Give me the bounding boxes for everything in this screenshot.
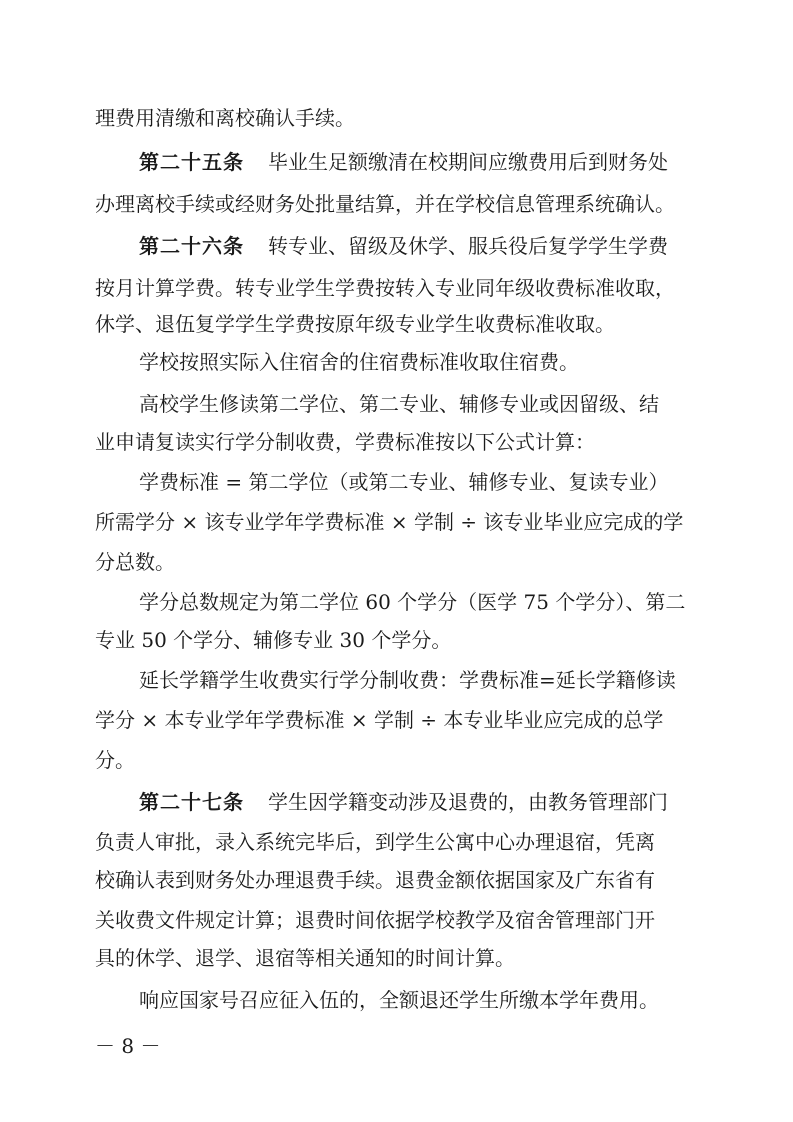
text-line bbox=[139, 988, 659, 1012]
text-line bbox=[95, 748, 135, 772]
text-line bbox=[95, 430, 595, 454]
text-line bbox=[139, 790, 668, 814]
text-line bbox=[139, 150, 668, 174]
line-text: 休学、退伍复学学生学费按原年级专业学生收费标准收取。 bbox=[95, 312, 615, 336]
text-line bbox=[95, 550, 175, 574]
article-label: 第二十七条 bbox=[139, 790, 244, 814]
line-text: 理费用清缴和离校确认手续。 bbox=[95, 106, 355, 130]
text-line bbox=[95, 510, 683, 534]
line-text: 分。 bbox=[95, 748, 135, 772]
line-text: 转专业、留级及休学、服兵役后复学学生学费 bbox=[268, 234, 668, 258]
text-line bbox=[95, 946, 515, 970]
text-line bbox=[95, 628, 451, 652]
line-text: 所需学分 × 该专业学年学费标准 × 学制 ÷ 该专业毕业应完成的学 bbox=[95, 510, 684, 534]
text-line bbox=[139, 590, 685, 614]
text-line bbox=[139, 350, 579, 374]
text-line bbox=[139, 392, 659, 416]
text-line bbox=[139, 668, 676, 692]
line-text: 关收费文件规定计算；退费时间依据学校教学及宿舍管理部门开 bbox=[95, 908, 655, 932]
line-text: 校确认表到财务处办理退费手续。退费金额依据国家及广东省有 bbox=[95, 868, 655, 892]
line-text: 毕业生足额缴清在校期间应缴费用后到财务处 bbox=[268, 150, 668, 174]
article-label: 第二十六条 bbox=[139, 234, 244, 258]
line-text: 按月计算学费。转专业学生学费按转入专业同年级收费标准收取， bbox=[95, 276, 675, 300]
text-line bbox=[95, 312, 615, 336]
line-text: 学分总数规定为第二学位 60 个学分（医学 75 个学分）、第二 bbox=[139, 590, 686, 614]
text-line bbox=[139, 470, 668, 494]
text-line bbox=[95, 830, 655, 854]
line-text: 学费标准 = 第二学位（或第二专业、辅修专业、复读专业） bbox=[139, 470, 669, 494]
text-line bbox=[95, 276, 675, 300]
page-number: － 8 － bbox=[95, 1034, 161, 1058]
line-text: 学分 × 本专业学年学费标准 × 学制 ÷ 本专业毕业应完成的总学 bbox=[95, 708, 664, 732]
line-text: 学校按照实际入住宿舍的住宿费标准收取住宿费。 bbox=[139, 350, 579, 374]
line-text: 专业 50 个学分、辅修专业 30 个学分。 bbox=[95, 628, 452, 652]
line-text: 延长学籍学生收费实行学分制收费：学费标准=延长学籍修读 bbox=[139, 668, 676, 692]
line-text: 分总数。 bbox=[95, 550, 175, 574]
line-text: 办理离校手续或经财务处批量结算，并在学校信息管理系统确认。 bbox=[95, 192, 675, 216]
line-text: 响应国家号召应征入伍的，全额退还学生所缴本学年费用。 bbox=[139, 988, 659, 1012]
text-line bbox=[95, 708, 663, 732]
line-text: 学生因学籍变动涉及退费的，由教务管理部门 bbox=[268, 790, 668, 814]
text-line bbox=[139, 234, 668, 258]
line-text: 具的休学、退学、退宿等相关通知的时间计算。 bbox=[95, 946, 515, 970]
line-text: 负责人审批，录入系统完毕后，到学生公寓中心办理退宿，凭离 bbox=[95, 830, 655, 854]
text-line bbox=[95, 192, 675, 216]
line-text: 业申请复读实行学分制收费，学费标准按以下公式计算： bbox=[95, 430, 595, 454]
text-line bbox=[95, 106, 355, 130]
text-line bbox=[95, 868, 655, 892]
text-line bbox=[95, 908, 655, 932]
article-label: 第二十五条 bbox=[139, 150, 244, 174]
line-text: 高校学生修读第二学位、第二专业、辅修专业或因留级、结 bbox=[139, 392, 659, 416]
